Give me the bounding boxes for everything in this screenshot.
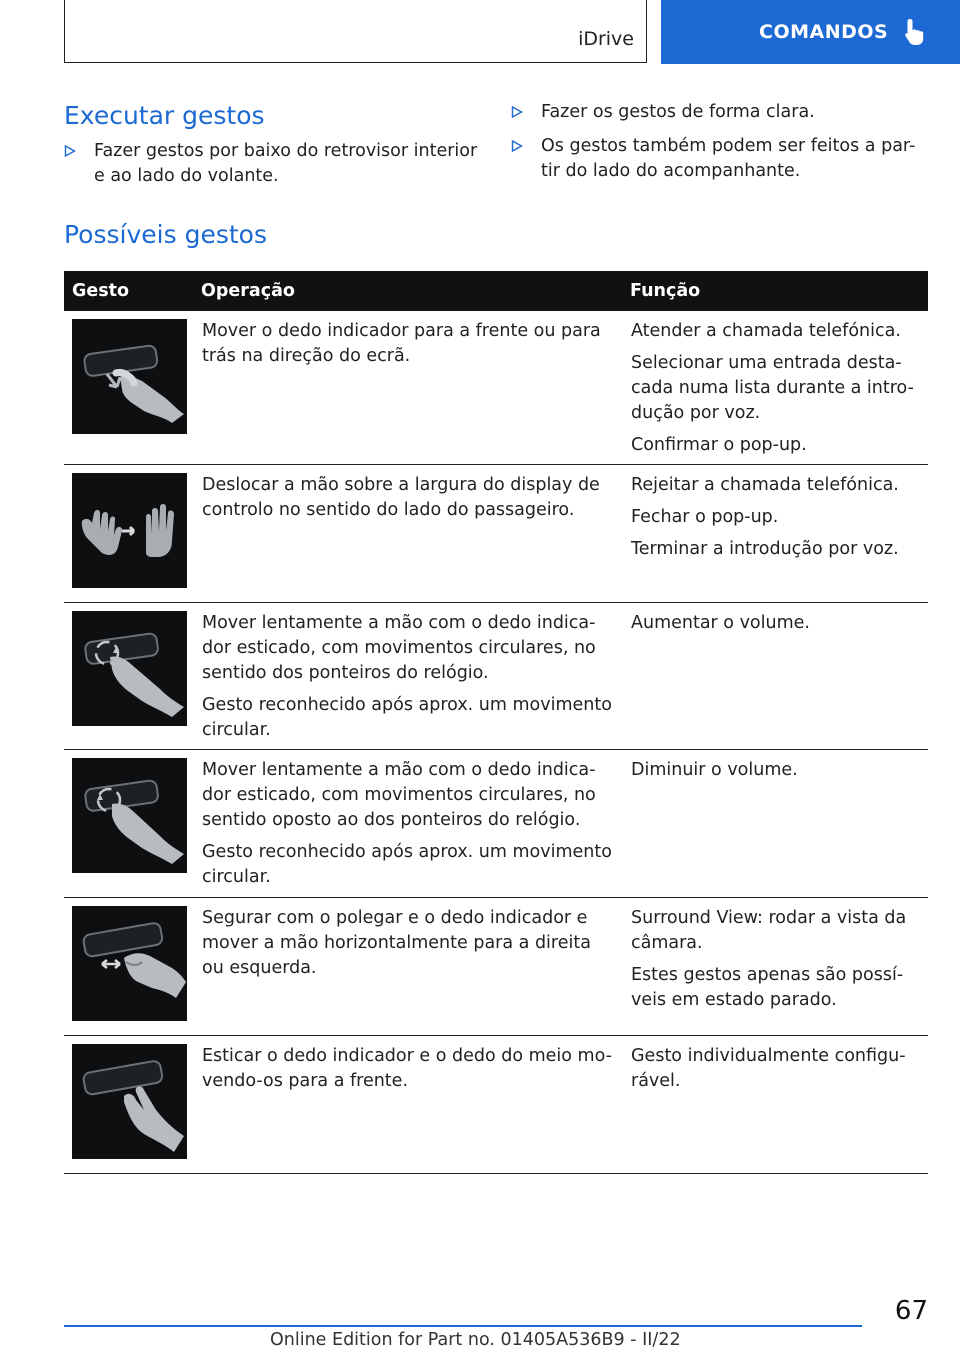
function-text: Estes gestos apenas são possí-veis em estado parado. [631,965,904,1010]
operation-text: Mover o dedo indicador para a frente ou para trás na direção do ecrã. [202,321,601,366]
function-text: Gesto individualmente configu-rável. [631,1046,906,1091]
table-row [64,1036,928,1174]
operation-text: Mover lentamente a mão com o dedo indica-dor esticado, com movimentos circulares, no sentido oposto ao dos ponteiros do relógio. [202,760,596,830]
table-header [64,271,928,311]
column-header-operacao: Operação [201,281,295,301]
function-text: Rejeitar a chamada telefónica. [631,475,899,495]
gesture-rotate-clockwise-icon [72,611,187,726]
gesture-swipe-icon [72,473,187,588]
gesture-grab-move-icon [72,906,187,1021]
header-chapter-tab [661,0,960,64]
operation-text: Segurar com o polegar e o dedo indicador e mover a mão horizontalmente para a direita ou esquerda. [202,908,591,978]
function-text: Diminuir o volume. [631,760,798,780]
gestures-table [64,271,928,1174]
operation-text: Mover lentamente a mão com o dedo indica-dor esticado, com movimentos circulares, no sentido dos ponteiros do relógio. [202,613,596,683]
bullet-triangle-icon [64,145,76,157]
column-header-funcao: Função [630,281,701,301]
table-row [64,603,928,750]
footer-divider [64,1325,862,1327]
function-text: Surround View: rodar a vista da câmara. [631,908,907,953]
table-row [64,465,928,603]
section-title-gestos: Possíveis gestos [64,220,267,249]
section-title-executar: Executar gestos [64,101,265,130]
header-section-box [64,0,647,63]
intro-bullets-right [511,100,931,193]
bullet-triangle-icon [511,106,523,118]
header-section-label: iDrive [578,28,634,50]
function-text: Aumentar o volume. [631,613,810,633]
header-chapter-label: COMANDOS [759,21,889,43]
table-row [64,311,928,465]
operation-text: Esticar o dedo indicador e o dedo do meio mo-vendo-os para a frente. [202,1046,612,1091]
bullet-item: Os gestos também podem ser feitos a par-tir do lado do acompanhante. [511,134,931,184]
intro-bullets-left [64,139,484,198]
function-text: Atender a chamada telefónica. [631,321,901,341]
function-text: Confirmar o pop-up. [631,435,807,455]
operation-text: Gesto reconhecido após aprox. um movimento circular. [202,842,612,887]
function-text: Selecionar uma entrada desta-cada numa lista durante a intro-dução por voz. [631,353,914,423]
table-row [64,750,928,898]
gesture-two-finger-icon [72,1044,187,1159]
operation-text: Deslocar a mão sobre a largura do display de controlo no sentido do lado do passageiro. [202,475,600,520]
bullet-item: Fazer gestos por baixo do retrovisor interior e ao lado do volante. [64,139,484,189]
gesture-rotate-counterclockwise-icon [72,758,187,873]
operation-text: Gesto reconhecido após aprox. um movimento circular. [202,695,612,740]
function-text: Fechar o pop-up. [631,507,779,527]
function-text: Terminar a introdução por voz. [631,539,899,559]
bullet-triangle-icon [511,140,523,152]
gesture-point-icon [72,319,187,434]
pointing-hand-icon [902,17,928,47]
table-row [64,898,928,1036]
column-header-gesto: Gesto [72,281,130,301]
footer-edition: Online Edition for Part no. 01405A536B9 - II/22 [270,1330,681,1350]
page-number: 67 [894,1296,928,1326]
bullet-item: Fazer os gestos de forma clara. [511,100,931,125]
